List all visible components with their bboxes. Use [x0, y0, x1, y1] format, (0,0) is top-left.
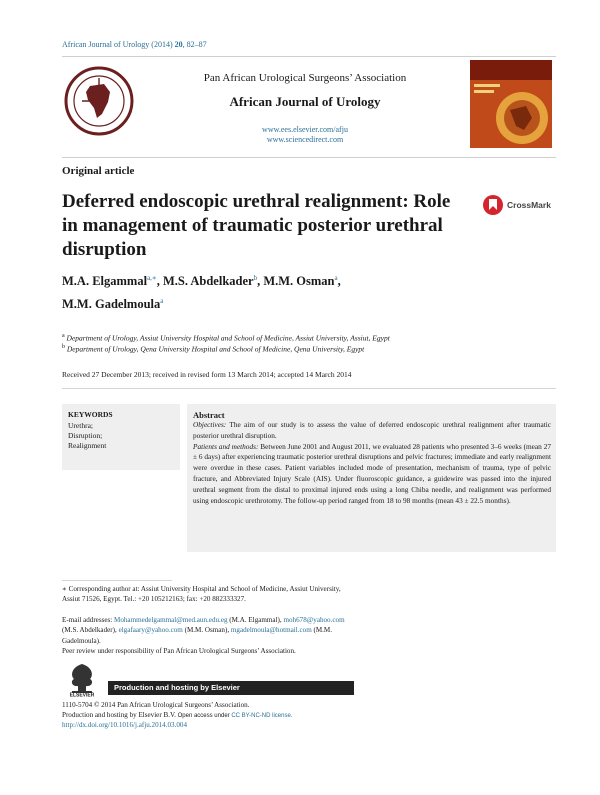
production-banner: Production and hosting by Elsevier	[108, 681, 354, 695]
abstract-heading: Abstract	[193, 410, 225, 420]
peer-review-note: Peer review under responsibility of Pan African Urological Surgeons’ Association.	[62, 647, 296, 655]
article-type: Original article	[62, 165, 135, 177]
svg-text:ELSEVIER: ELSEVIER	[69, 692, 95, 697]
crossmark-icon	[482, 194, 504, 216]
journal-cover-image	[470, 60, 552, 148]
email-link[interactable]: elgafaary@yahoo.com	[118, 626, 183, 635]
author-1[interactable]: M.A. Elgammal$^{a,∗}$	[62, 274, 157, 289]
footnote-divider	[62, 580, 172, 581]
email-link[interactable]: mgadelmoula@hotmail.com	[230, 626, 312, 635]
corresponding-author-note: ∗ Corresponding author at: Assiut University Hospital and School of Medicine, Assiut University, Assiut 71526, Egypt. Tel.: +20 105212163; fax: +20 882333327.	[62, 585, 341, 604]
email-link[interactable]: moh678@yahoo.com	[283, 616, 345, 624]
keyword-item: Disruption;	[68, 431, 103, 440]
abstract-body: Objectives: The aim of our study is to assess the value of deferred endoscopic urethral realignment after traumatic posterior urethral disruption. Patients and methods: Between June 2001 and August 2011, we evaluated 28 patients who presented 3–6 weeks (mean 27 ± 6 days) after experiencing traumatic posterior urethral disruptions and pelvic fractures; immediate and early realignment were overdue in these cases. Patient variables included mode of presentation, mechanism of trauma, type of pelvic fracture, and Abbreviated Injury Scale (AIS). Under fluoroscopic guidance, a guidewire was passed into the injured urethral segment from the distal to proximal injured ends using a long Chiba needle, and realignment was performed using endoscopic urethrotomy. The follow-up period ranged from 18 to 98 months (mean 43 ± 22.5 months).	[193, 420, 551, 505]
divider	[62, 388, 556, 389]
email-link[interactable]: Mohammedelgammal@med.aun.edu.eg	[114, 616, 228, 624]
keyword-item: Realignment	[68, 441, 107, 450]
keywords-heading: KEYWORDS	[68, 410, 113, 419]
article-history: Received 27 December 2013; received in revised form 13 March 2014; accepted 14 March 2014	[62, 370, 352, 379]
copyright-line: 1110-5704 © 2014 Pan African Urological Surgeons’ Association.	[62, 701, 250, 709]
journal-name: African Journal of Urology	[229, 94, 381, 109]
license-link[interactable]: CC BY-NC-ND license.	[231, 713, 293, 719]
journal-citation[interactable]: African Journal of Urology (2014) 20, 82–87	[62, 40, 207, 49]
author-3[interactable]: M.M. Osman$^a$	[263, 274, 338, 289]
society-name: Pan African Urological Surgeons’ Association	[203, 72, 407, 84]
crossmark-badge[interactable]: CrossMark	[482, 193, 552, 219]
society-logo	[64, 66, 134, 136]
author-2[interactable]: M.S. Abdelkader$^b$	[162, 274, 258, 289]
license-line: Production and hosting by Elsevier B.V. Open access under CC BY-NC-ND license.	[62, 711, 293, 719]
affiliation-b: $^b$ Department of Urology, Qena University Hospital and School of Medicine, Qena University, Egypt	[62, 344, 365, 354]
author-4[interactable]: M.M. Gadelmoula$^a$	[62, 297, 164, 312]
elsevier-logo	[62, 661, 102, 697]
journal-url-ees[interactable]: www.ees.elsevier.com/afju	[262, 125, 348, 134]
journal-url-sciencedirect[interactable]: www.sciencedirect.com	[266, 135, 344, 144]
author-list: M.A. Elgammal$^{a,∗}$, M.S. Abdelkader$^b$, M.M. Osman$^a$, M.M. Gadelmoula$^a$	[62, 274, 341, 312]
email-addresses: E-mail addresses: Mohammedelgammal@med.aun.edu.eg (M.A. Elgammal), moh678@yahoo.com (M.S. Abdelkader), elgafaary@yahoo.com (M.M. Osman), mgadelmoula@hotmail.com (M.M. Gadelmoula).	[62, 616, 345, 645]
keyword-item: Urethra;	[68, 421, 93, 430]
affiliation-a: $^a$ Department of Urology, Assiut University Hospital and School of Medicine, Assiut University, Assiut, Egypt	[62, 333, 390, 343]
article-title: Deferred endoscopic urethral realignment: Role in management of traumatic posterior urethral disruption	[62, 191, 451, 260]
doi-link[interactable]: http://dx.doi.org/10.1016/j.afju.2014.03.004	[62, 721, 187, 729]
